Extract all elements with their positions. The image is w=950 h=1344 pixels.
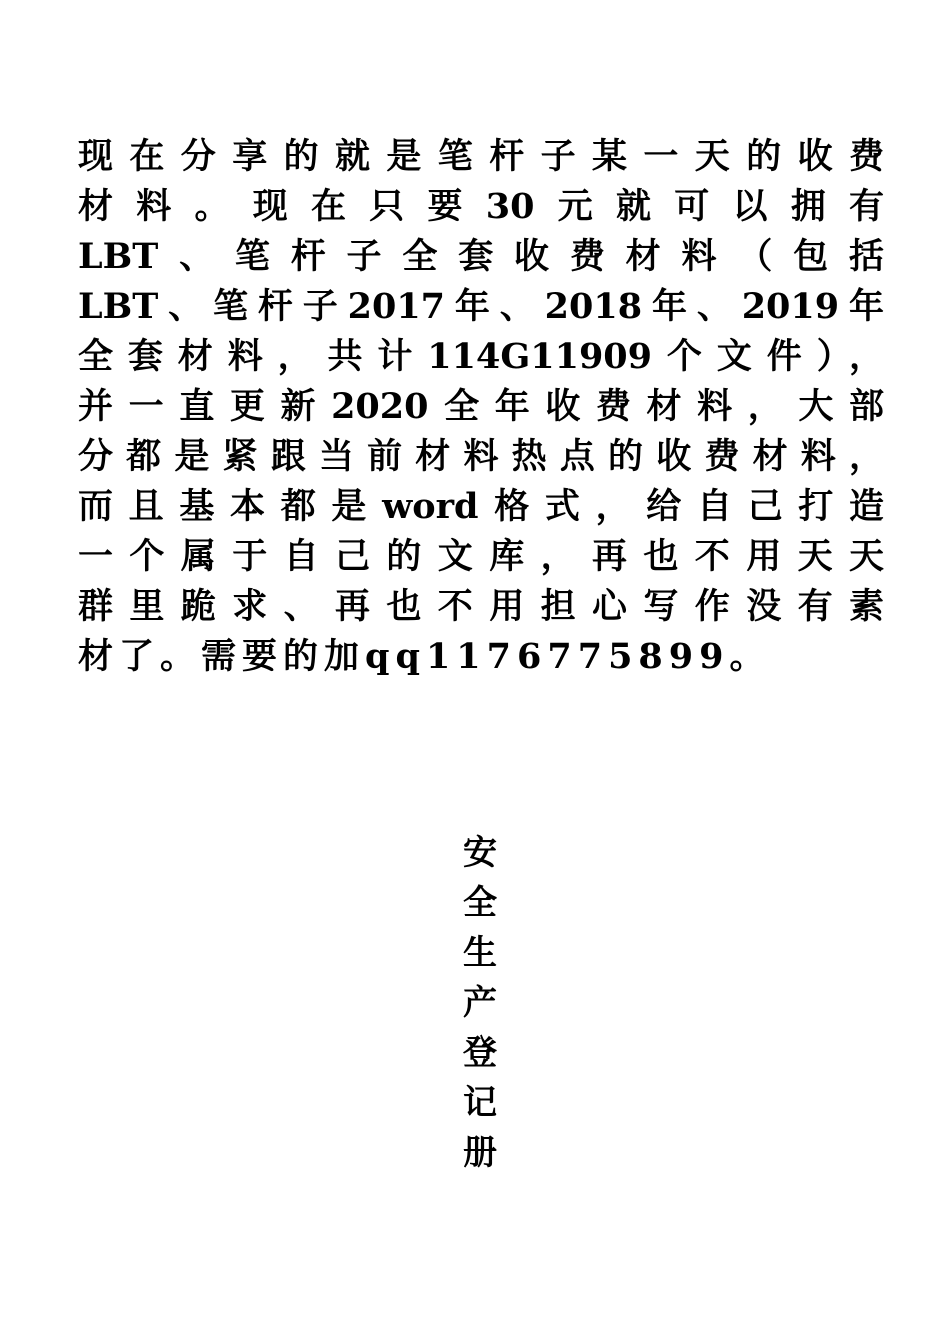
title-char: 册 <box>463 1133 497 1173</box>
document-title-vertical <box>460 828 500 1178</box>
promo-line: 分都是紧跟当前材料热点的收费材料， <box>78 436 884 477</box>
title-char: 登 <box>463 1033 497 1073</box>
promo-line: 材料。现在只要30元就可以拥有 <box>78 186 884 227</box>
title-char: 记 <box>463 1083 497 1123</box>
promo-paragraph <box>78 132 884 682</box>
promo-line: 全套材料，共计114G11909个文件）， <box>78 336 884 377</box>
promo-line: LBT、笔杆子2017年、2018年、2019年 <box>78 286 884 327</box>
promo-line-contact: 材了。需要的加qq1176775899。 <box>78 636 771 677</box>
promo-line: 而且基本都是word格式，给自己打造 <box>78 486 884 527</box>
title-char: 生 <box>463 933 497 973</box>
promo-line: 并一直更新2020全年收费材料，大部 <box>78 386 884 427</box>
promo-line: 群里跪求、再也不用担心写作没有素 <box>78 586 884 627</box>
title-char: 安 <box>463 833 497 873</box>
promo-line: 现在分享的就是笔杆子某一天的收费 <box>78 136 884 177</box>
title-char: 全 <box>463 883 497 923</box>
title-char: 产 <box>463 983 497 1023</box>
promo-line: LBT、笔杆子全套收费材料（包括 <box>78 236 884 277</box>
promo-line: 一个属于自己的文库，再也不用天天 <box>78 536 884 577</box>
